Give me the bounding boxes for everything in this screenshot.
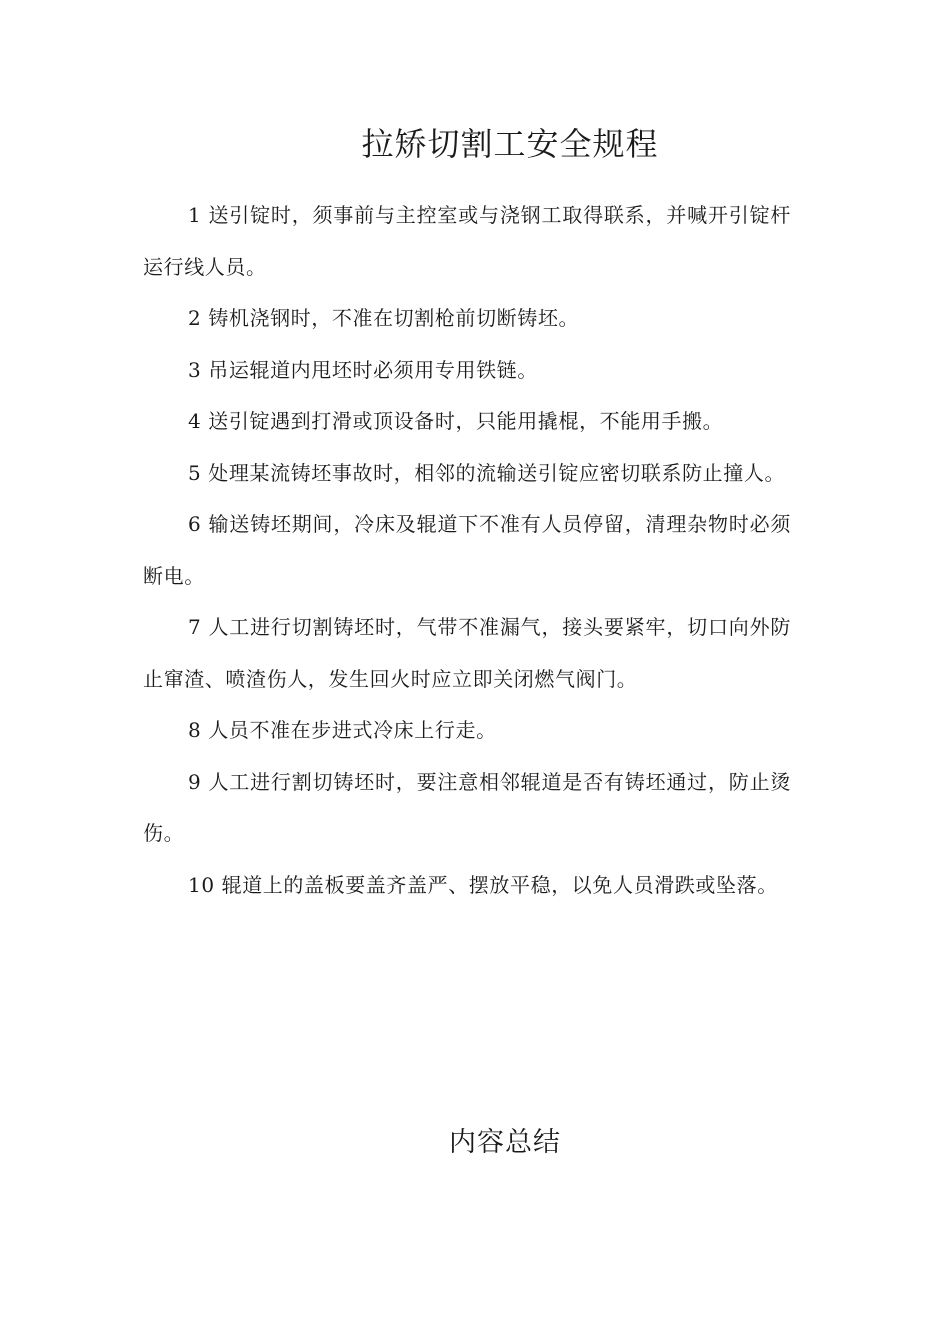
rule-item: 9 人工进行割切铸坯时，要注意相邻辊道是否有铸坯通过，防止烫伤。 — [143, 769, 791, 845]
document-title: 拉矫切割工安全规程 — [361, 125, 659, 163]
rule-item: 3 吊运辊道内甩坯时必须用专用铁链。 — [188, 357, 538, 382]
rule-item: 5 处理某流铸坯事故时，相邻的流输送引锭应密切联系防止撞人。 — [188, 460, 786, 485]
rule-item: 10 辊道上的盖板要盖齐盖严、摆放平稳，以免人员滑跌或坠落。 — [188, 872, 778, 897]
rule-item: 2 铸机浇钢时，不准在切割枪前切断铸坯。 — [188, 306, 580, 330]
rule-item: 6 输送铸坯期间，冷床及辊道下不准有人员停留，清理杂物时必须断电。 — [143, 512, 791, 588]
rule-item: 8 人员不准在步进式冷床上行走。 — [188, 718, 497, 742]
rule-item: 4 送引锭遇到打滑或顶设备时，只能用撬棍，不能用手搬。 — [188, 409, 724, 433]
rule-item: 1 送引锭时，须事前与主控室或与浇钢工取得联系，并喊开引锭杆运行线人员。 — [143, 203, 791, 279]
summary-heading: 内容总结 — [449, 1127, 561, 1158]
rules-list — [143, 190, 791, 911]
rule-item: 7 人工进行切割铸坯时，气带不准漏气，接头要紧牢，切口向外防止窜渣、喷渣伤人，发生回火时应立即关闭燃气阀门。 — [143, 615, 791, 691]
